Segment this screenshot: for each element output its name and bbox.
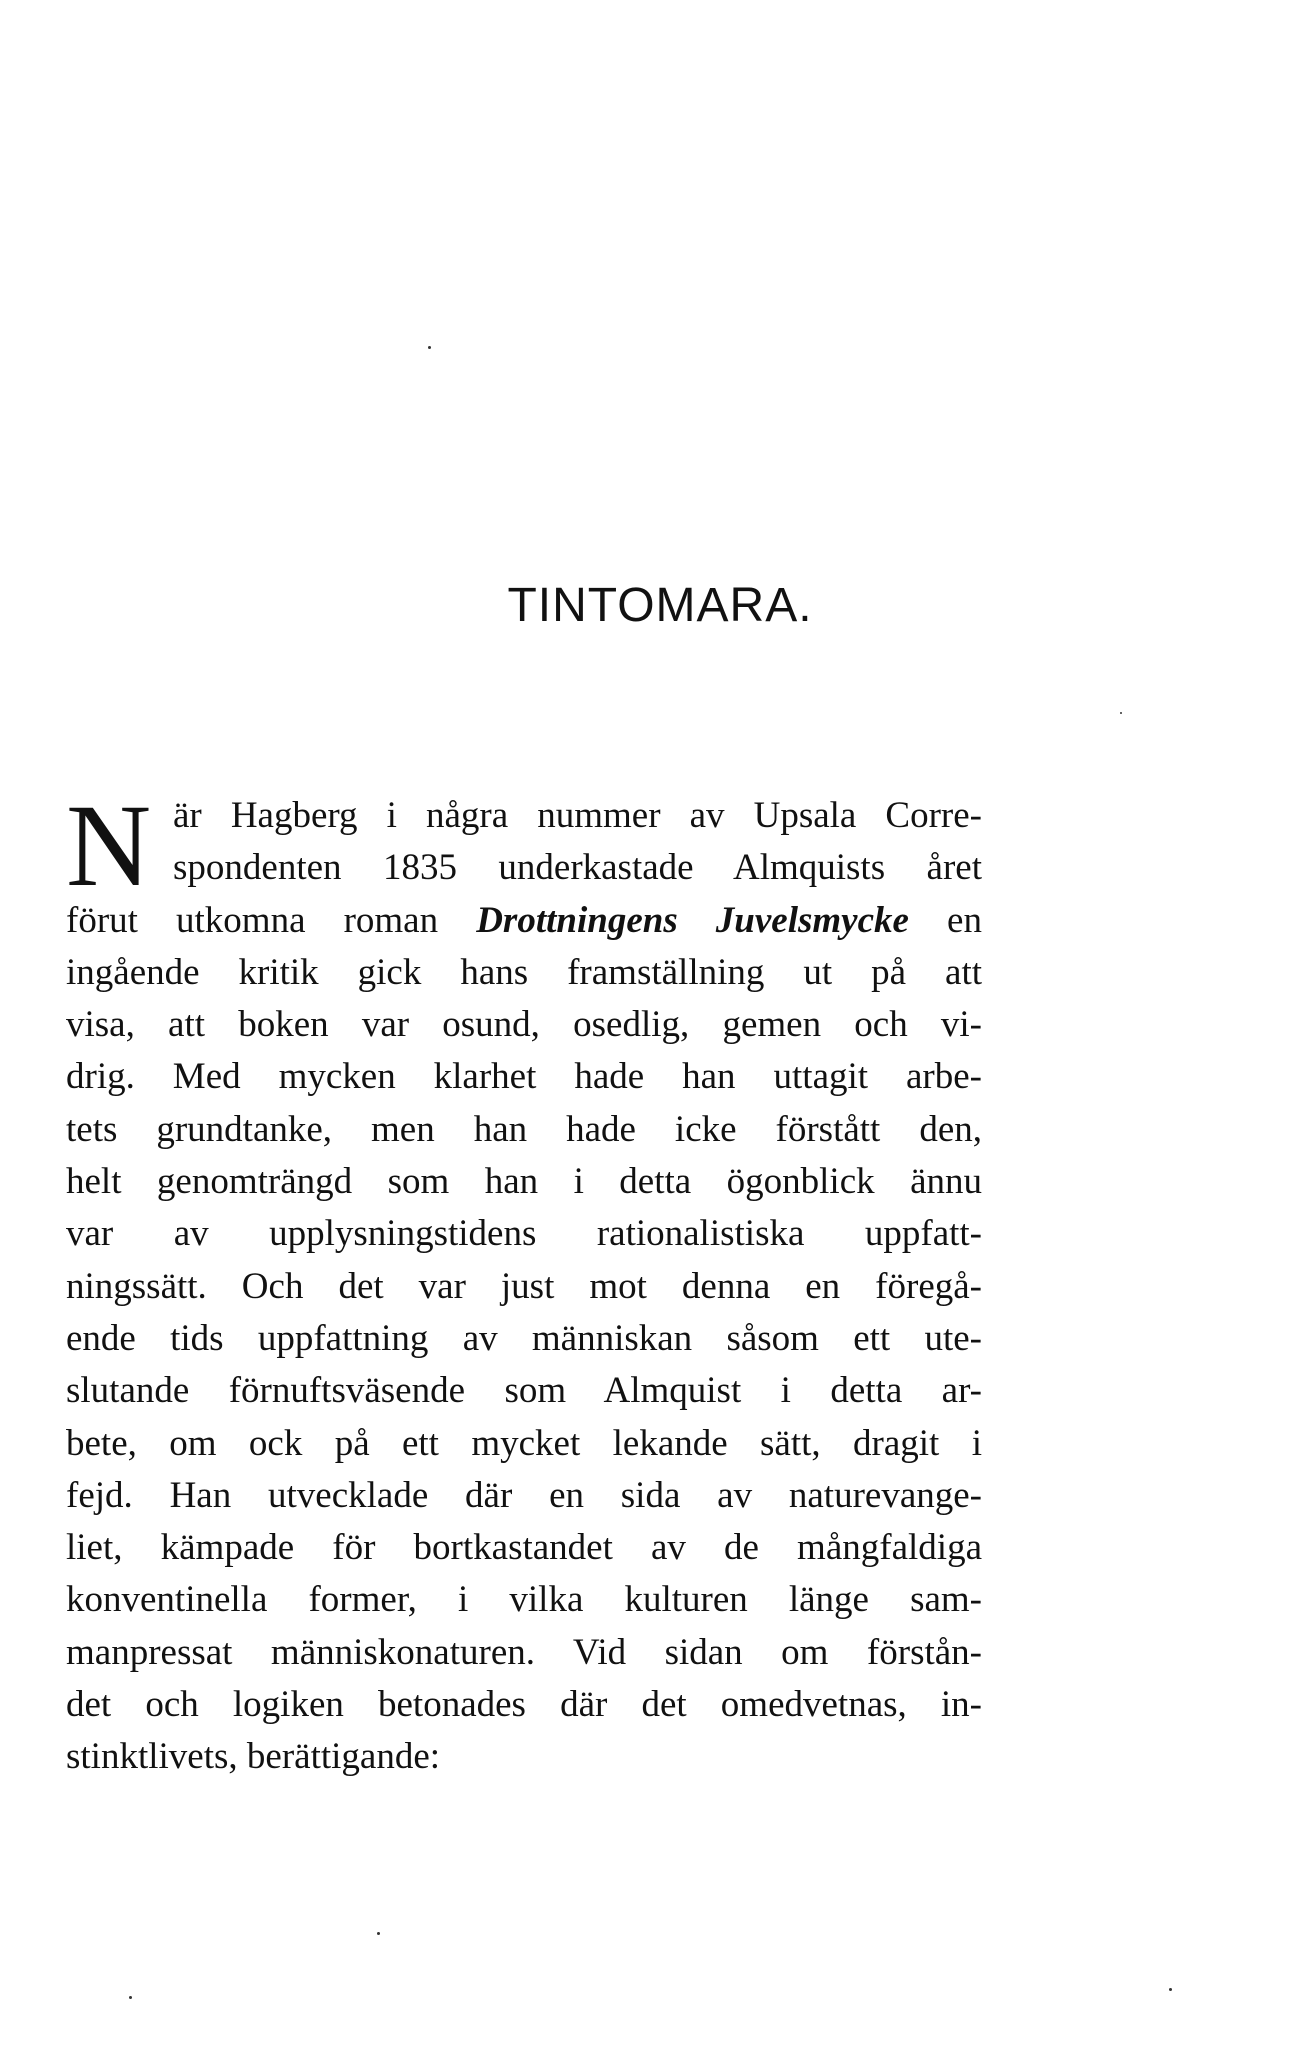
text-line xyxy=(66,1261,982,1313)
paper-speck xyxy=(377,1932,380,1935)
text-line xyxy=(66,1313,982,1365)
text-line xyxy=(66,1679,982,1731)
text-line xyxy=(66,1627,982,1679)
text-segment: manpressat människonaturen. Vid sidan om förstån- xyxy=(66,1631,982,1673)
text-segment: det och logiken betonades där det omedvetnas, in- xyxy=(66,1684,982,1726)
text-line xyxy=(66,1156,982,1208)
text-segment: stinktlivets, berättigande: xyxy=(66,1736,441,1778)
text-line xyxy=(66,1365,982,1417)
text-line xyxy=(66,842,982,894)
text-segment: var av upplysningstidens rationalistiska uppfatt- xyxy=(66,1213,982,1255)
text-segment: en xyxy=(908,899,982,941)
text-segment: förut utkomna roman xyxy=(66,899,477,941)
text-segment: slutande förnuftsväsende som Almquist i detta ar- xyxy=(66,1370,982,1412)
body-paragraph xyxy=(66,780,982,1784)
text-segment: konventinella former, i vilka kulturen länge sam- xyxy=(66,1579,982,1621)
text-line xyxy=(66,1104,982,1156)
paper-speck xyxy=(1120,712,1122,714)
text-segment: ingående kritik gick hans framställning ut på att xyxy=(66,951,982,993)
paper-speck xyxy=(129,1996,132,1999)
text-segment: helt genomträngd som han i detta ögonblick ännu xyxy=(66,1161,982,1203)
book-title-italic: Drottningens Juvelsmycke xyxy=(476,899,909,941)
text-line xyxy=(66,790,982,842)
text-segment: fejd. Han utvecklade där en sida av naturevange- xyxy=(66,1474,982,1516)
text-segment: liet, kämpade för bortkastandet av de mångfaldiga xyxy=(66,1527,982,1569)
text-segment: ende tids uppfattning av människan såsom ett ute- xyxy=(66,1317,982,1359)
paper-speck xyxy=(428,346,431,349)
text-line xyxy=(66,1208,982,1260)
chapter-title: TINTOMARA. xyxy=(507,579,813,632)
text-line xyxy=(66,1418,982,1470)
paper-speck xyxy=(1169,1988,1172,1991)
text-line xyxy=(66,1574,982,1626)
text-segment: drig. Med mycken klarhet hade han uttagit arbe- xyxy=(66,1056,982,1098)
text-line xyxy=(66,895,982,947)
text-line xyxy=(66,999,982,1051)
text-segment: visa, att boken var osund, osedlig, gemen och vi- xyxy=(66,1004,982,1046)
text-segment: bete, om ock på ett mycket lekande sätt, dragit i xyxy=(66,1422,982,1464)
text-line xyxy=(66,1051,982,1103)
text-segment: tets grundtanke, men han hade icke förstått den, xyxy=(66,1108,982,1150)
text-line xyxy=(66,1522,982,1574)
text-segment: ningssätt. Och det var just mot denna en föregå- xyxy=(66,1265,982,1307)
drop-cap: N xyxy=(66,780,152,911)
text-segment: spondenten 1835 underkastade Almquists året xyxy=(173,847,982,889)
text-line xyxy=(66,1470,982,1522)
text-line xyxy=(66,947,982,999)
text-segment: är Hagberg i några nummer av Upsala Corre- xyxy=(173,795,982,836)
text-line xyxy=(66,1731,982,1783)
